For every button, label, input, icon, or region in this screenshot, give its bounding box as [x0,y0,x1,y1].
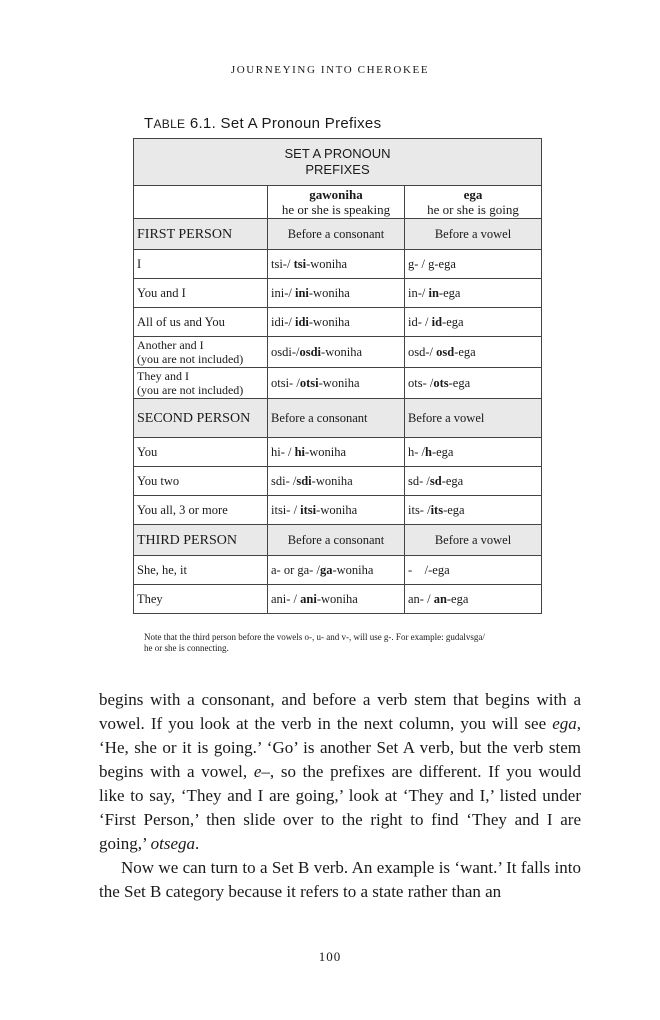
column-gloss: he or she is going [427,202,519,217]
column-verb: ega [463,187,483,202]
section-label: FIRST PERSON [134,219,268,250]
prefix-consonant: a- or ga- /ga-woniha [268,556,405,585]
table-row [134,467,542,496]
sub-head-consonant: Before a consonant [268,399,405,438]
sub-head-vowel: Before a vowel [405,399,542,438]
section-label: THIRD PERSON [134,525,268,556]
table-row [134,368,542,399]
prefix-vowel: sd- /sd-ega [405,467,542,496]
table-title [134,139,542,186]
sub-head-vowel: Before a vowel [405,219,542,250]
sub-head-consonant: Before a consonant [268,219,405,250]
table-note [144,632,544,654]
column-verb: gawoniha [309,187,363,202]
page-number: 100 [318,949,342,964]
prefix-consonant: itsi- / itsi-woniha [268,496,405,525]
row-label: They [134,585,268,614]
prefix-vowel: - /-ega [405,556,542,585]
prefix-vowel: id- / id-ega [405,308,542,337]
row-label: You [134,438,268,467]
prefix-vowel: g- / g-ega [405,250,542,279]
table-title-line-2: PREFIXES [305,162,370,177]
column-head-row [134,186,542,219]
table-row [134,496,542,525]
prefix-consonant: idi-/ idi-woniha [268,308,405,337]
caption-text: 6.1. Set A Pronoun Prefixes [185,115,382,132]
section-row-second-person [134,399,542,438]
table-note-line-2: he or she is connecting. [144,643,229,653]
row-label: You two [134,467,268,496]
column-gloss: he or she is speaking [281,202,391,217]
prefix-vowel: ots- /ots-ega [405,368,542,399]
column-head-empty [134,186,268,219]
row-label: All of us and You [134,308,268,337]
sub-head-vowel: Before a vowel [405,525,542,556]
table-row [134,250,542,279]
row-label: You and I [134,279,268,308]
section-row-first-person [134,219,542,250]
row-label: Another and I (you are not included) [134,337,268,368]
section-row-third-person [134,525,542,556]
table-row [134,337,542,368]
prefix-consonant: sdi- /sdi-woniha [268,467,405,496]
row-label: You all, 3 or more [134,496,268,525]
paragraph: begins with a consonant, and before a verb stem that begins with a vowel. If you look at the verb in the next column, you will see ega, ‘He, she or it is going.’ ‘Go’ is another Set A verb, but the verb stem begins with a vowel, e–, so the prefixes are different. If you would like to say, ‘They and I are going,’ look at ‘They and I,’ listed under ‘First Person,’ then slide over to the right to find ‘They and I are going,’ otsega. [99,690,581,853]
section-label: SECOND PERSON [134,399,268,438]
sub-head-consonant: Before a consonant [268,525,405,556]
table-row [134,585,542,614]
prefix-vowel: its- /its-ega [405,496,542,525]
body-text [99,688,581,904]
prefix-consonant: tsi-/ tsi-woniha [268,250,405,279]
table-title-line-1: SET A PRONOUN [284,146,391,161]
row-label: She, he, it [134,556,268,585]
prefix-consonant: hi- / hi-woniha [268,438,405,467]
prefix-vowel: an- / an-ega [405,585,542,614]
row-label: They and I (you are not included) [134,368,268,399]
title-row [134,139,542,186]
table-row [134,438,542,467]
column-head-gawoniha [268,186,405,219]
prefix-vowel: h- /h-ega [405,438,542,467]
prefix-consonant: ani- / ani-woniha [268,585,405,614]
table-note-line-1: Note that the third person before the vowels o-, u- and v-, will use g-. For example: gudalvsga/ [144,632,485,642]
running-head: JOURNEYING INTO CHEROKEE [230,64,430,76]
paragraph: Now we can turn to a Set B verb. An example is ‘want.’ It falls into the Set B category because it refers to a state rather than an [99,858,581,901]
table-row [134,556,542,585]
caption-smallcaps: ABLE [153,117,186,131]
pronoun-prefix-table [133,138,542,614]
row-label: I [134,250,268,279]
prefix-consonant: otsi- /otsi-woniha [268,368,405,399]
prefix-consonant: ini-/ ini-woniha [268,279,405,308]
table-row [134,308,542,337]
caption-initial: T [144,115,154,132]
prefix-vowel: in-/ in-ega [405,279,542,308]
prefix-vowel: osd-/ osd-ega [405,337,542,368]
table-caption [144,115,381,132]
prefix-consonant: osdi-/osdi-woniha [268,337,405,368]
table-row [134,279,542,308]
column-head-ega [405,186,542,219]
